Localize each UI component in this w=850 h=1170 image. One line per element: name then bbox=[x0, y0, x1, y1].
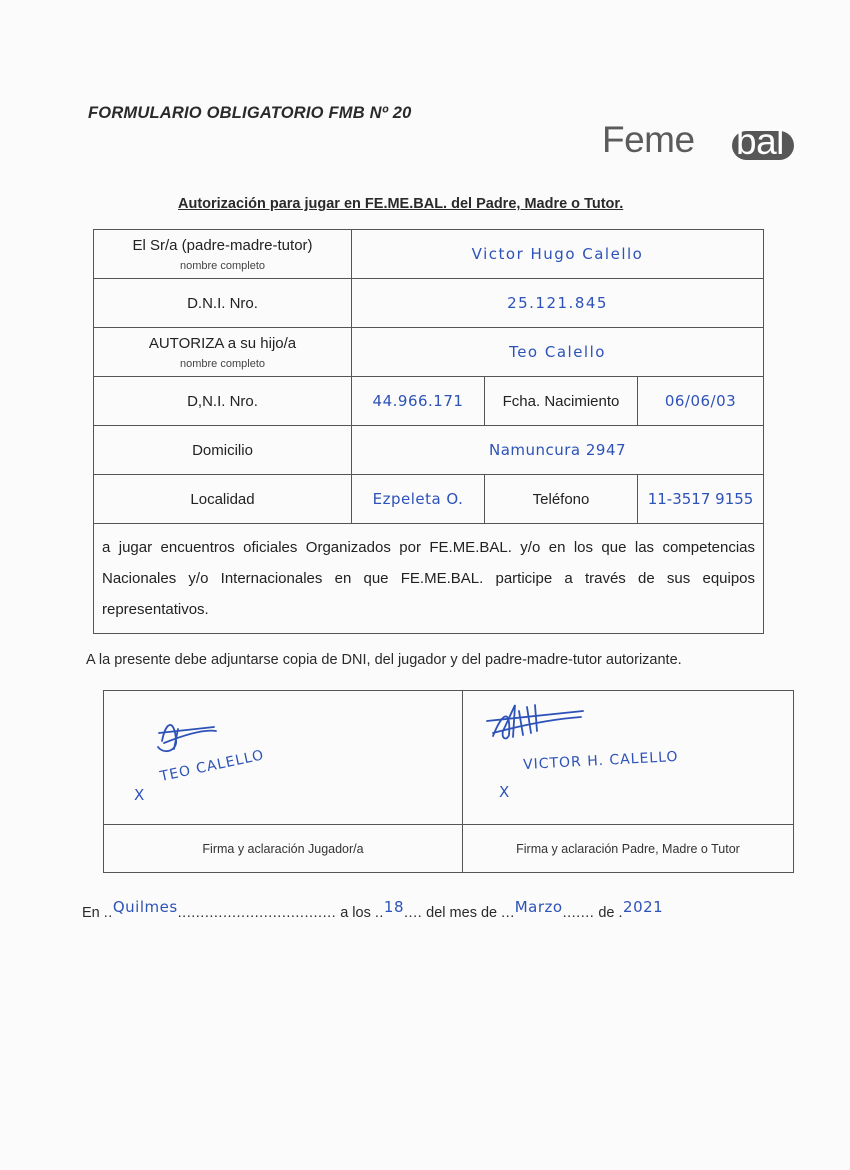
logo-text: Feme bbox=[602, 119, 695, 160]
month-value: Marzo bbox=[514, 898, 563, 916]
parent-label-cell bbox=[94, 230, 352, 279]
child-dni-field[interactable]: 44.966.171 bbox=[352, 377, 485, 426]
child-dni-label: D,N.I. Nro. bbox=[94, 377, 352, 426]
day-dots[interactable]: ..18.... bbox=[374, 898, 423, 921]
date-en-label: En bbox=[82, 905, 100, 921]
birth-date-label: Fcha. Nacimiento bbox=[485, 377, 638, 426]
city-field[interactable]: Ezpeleta O. bbox=[352, 475, 485, 524]
parent-label: El Sr/a (padre-madre-tutor) bbox=[132, 236, 313, 254]
attachment-note: A la presente debe adjuntarse copia de DNI, del jugador y del padre-madre-tutor autorizante. bbox=[86, 652, 682, 668]
parent-dni-label: D.N.I. Nro. bbox=[94, 279, 352, 328]
address-row bbox=[94, 426, 764, 475]
authorization-table bbox=[93, 229, 764, 634]
player-x-mark: X bbox=[134, 786, 145, 804]
parent-dni-field[interactable]: 25.121.845 bbox=[352, 279, 764, 328]
player-signature-box[interactable] bbox=[104, 691, 463, 825]
player-signature-caption: Firma y aclaración Jugador/a bbox=[104, 825, 463, 873]
parent-signature-box[interactable] bbox=[463, 691, 794, 825]
parent-printed-name: VICTOR H. CALELLO bbox=[522, 748, 679, 774]
player-printed-name: TEO CALELLO bbox=[158, 747, 266, 785]
authorizes-label: AUTORIZA a su hijo/a bbox=[148, 334, 297, 352]
document-subtitle: Autorización para jugar en FE.ME.BAL. del Padre, Madre o Tutor. bbox=[178, 196, 624, 212]
phone-label: Teléfono bbox=[485, 475, 638, 524]
parent-signature-caption: Firma y aclaración Padre, Madre o Tutor bbox=[463, 825, 794, 873]
month-dots[interactable]: ...Marzo....... bbox=[501, 898, 595, 921]
date-day-label: a los bbox=[340, 905, 371, 921]
year-value: 2021 bbox=[623, 898, 664, 916]
city-row bbox=[94, 475, 764, 524]
day-value: 18 bbox=[383, 898, 405, 916]
place-dots[interactable]: ..Quilmes................................... bbox=[103, 898, 337, 921]
form-title: FORMULARIO OBLIGATORIO FMB Nº 20 bbox=[88, 104, 412, 122]
city-label: Localidad bbox=[94, 475, 352, 524]
place-value: Quilmes bbox=[112, 898, 178, 916]
date-line bbox=[82, 898, 664, 921]
parent-dni-row bbox=[94, 279, 764, 328]
address-field[interactable]: Namuncura 2947 bbox=[352, 426, 764, 475]
year-dots[interactable]: .2021 bbox=[618, 898, 664, 921]
signature-table bbox=[103, 690, 794, 873]
date-year-label: de bbox=[598, 905, 615, 921]
child-sublabel: nombre completo bbox=[180, 357, 265, 370]
child-label-cell bbox=[94, 328, 352, 377]
parent-sublabel: nombre completo bbox=[180, 259, 265, 272]
child-dni-row bbox=[94, 377, 764, 426]
paragraph-row bbox=[94, 524, 764, 634]
logo-pill-text: bal bbox=[736, 121, 784, 162]
player-signature-scribble bbox=[104, 691, 463, 823]
birth-date-field[interactable]: 06/06/03 bbox=[638, 377, 764, 426]
authorization-paragraph: a jugar encuentros oficiales Organizados por FE.ME.BAL. y/o en los que las competencias Nacionales y/o Internacionales en que FE.ME.BAL. participe a través de sus equipos representativos. bbox=[94, 524, 764, 634]
child-name-row bbox=[94, 328, 764, 377]
parent-name-field[interactable]: Victor Hugo Calello bbox=[352, 230, 764, 279]
child-name-field[interactable]: Teo Calello bbox=[352, 328, 764, 377]
address-label: Domicilio bbox=[94, 426, 352, 475]
parent-name-row bbox=[94, 230, 764, 279]
phone-field[interactable]: 11-3517 9155 bbox=[638, 475, 764, 524]
femebal-logo bbox=[602, 120, 797, 168]
date-month-label: del mes de bbox=[426, 905, 498, 921]
parent-x-mark: X bbox=[499, 783, 510, 801]
